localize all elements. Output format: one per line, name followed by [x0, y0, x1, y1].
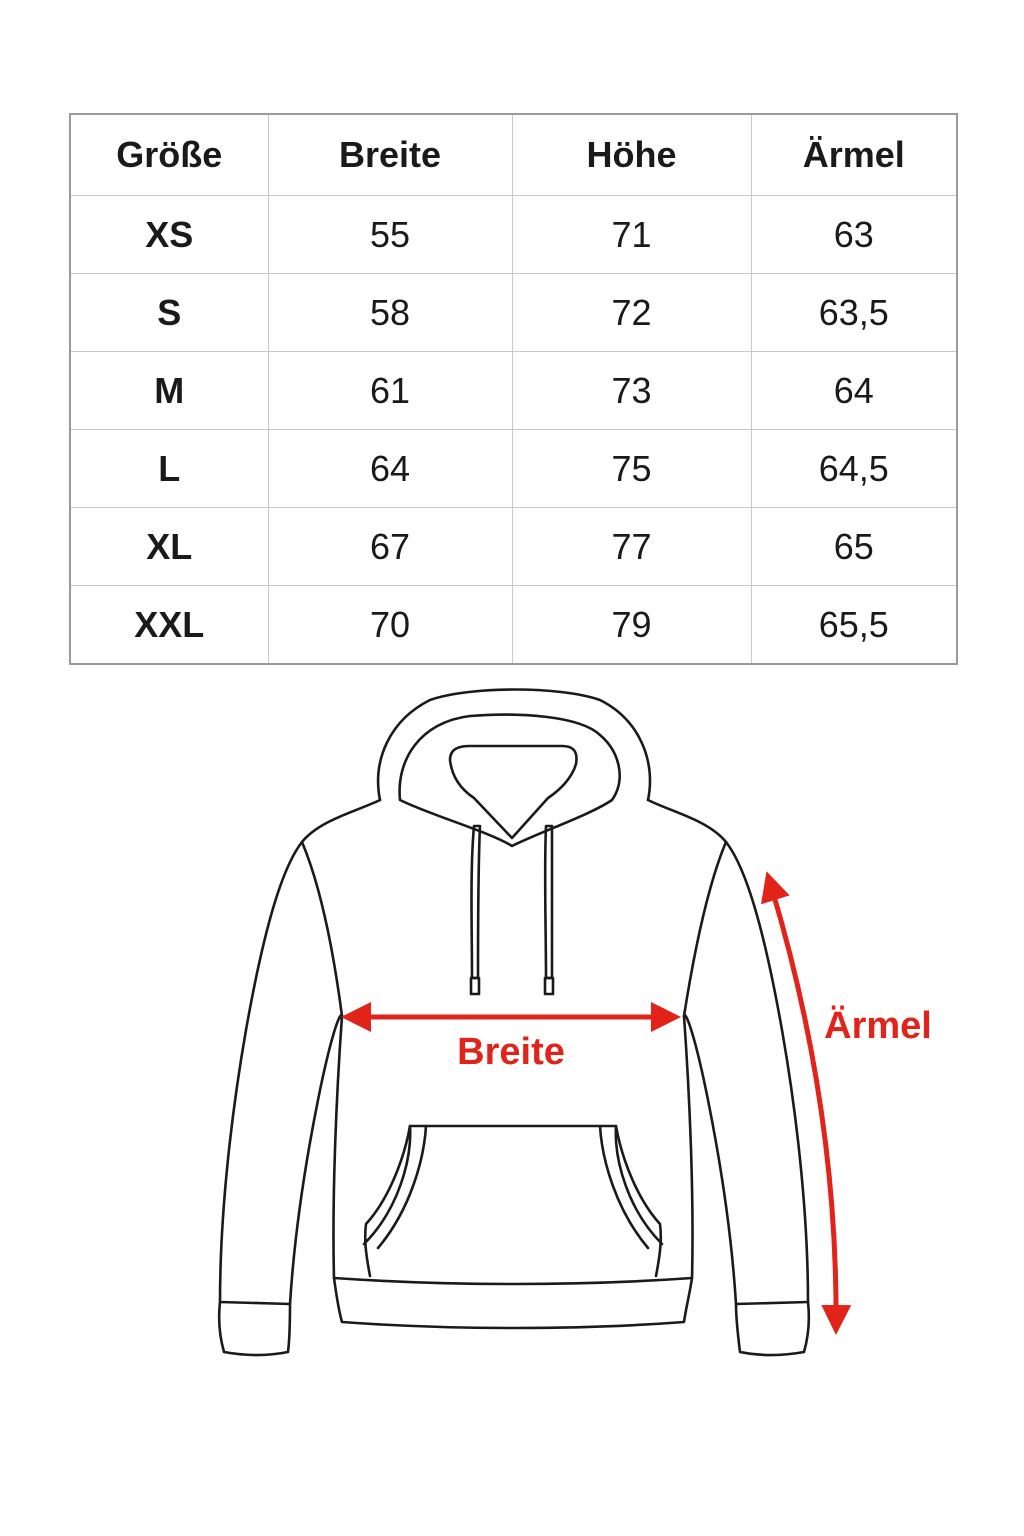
hoodie-diagram: [0, 680, 1024, 1380]
table-row: [70, 508, 957, 586]
shoulder-right: [648, 800, 726, 842]
height-cell: 72: [512, 274, 751, 352]
table-row: [70, 430, 957, 508]
size-cell: S: [70, 274, 268, 352]
shoulder-left: [302, 800, 380, 842]
sleeve-measure-label: Ärmel: [824, 1005, 932, 1047]
height-cell: 73: [512, 352, 751, 430]
right-sleeve-seam: [684, 842, 726, 1016]
size-chart-table: [69, 113, 958, 665]
drawstring-left: [472, 826, 481, 978]
header-height: Höhe: [512, 114, 751, 196]
width-cell: 55: [268, 196, 512, 274]
pocket-edge-right: [616, 1126, 662, 1244]
hood-inner: [400, 715, 620, 846]
right-sleeve: [684, 842, 808, 1304]
width-cell: 70: [268, 586, 512, 665]
sleeve-cell: 63,5: [751, 274, 957, 352]
table-row: [70, 274, 957, 352]
drawstring-left-tip: [471, 978, 479, 994]
width-cell: 61: [268, 352, 512, 430]
height-cell: 77: [512, 508, 751, 586]
pocket-inner-right: [600, 1126, 648, 1248]
right-cuff: [736, 1302, 809, 1355]
neck-opening: [450, 746, 576, 838]
hoodie-outline: [219, 690, 809, 1356]
height-cell: 75: [512, 430, 751, 508]
drawstring-right-tip: [545, 978, 553, 994]
sleeve-cell: 63: [751, 196, 957, 274]
sleeve-cell: 64,5: [751, 430, 957, 508]
width-measure-label: Breite: [457, 1031, 565, 1073]
left-cuff: [219, 1302, 290, 1355]
header-sleeve: Ärmel: [751, 114, 957, 196]
table-row: [70, 586, 957, 665]
sleeve-cell: 65: [751, 508, 957, 586]
size-cell: XXL: [70, 586, 268, 665]
width-cell: 64: [268, 430, 512, 508]
table-row: [70, 352, 957, 430]
sleeve-cell: 65,5: [751, 586, 957, 665]
table-header-row: [70, 114, 957, 196]
header-width: Breite: [268, 114, 512, 196]
drawstrings: [471, 826, 553, 994]
size-cell: XS: [70, 196, 268, 274]
size-cell: XL: [70, 508, 268, 586]
size-cell: L: [70, 430, 268, 508]
pocket-inner-left: [378, 1126, 426, 1248]
size-cell: M: [70, 352, 268, 430]
table-row: [70, 196, 957, 274]
drawstring-right: [545, 826, 552, 978]
height-cell: 71: [512, 196, 751, 274]
left-sleeve-seam: [302, 842, 342, 1016]
width-cell: 58: [268, 274, 512, 352]
sleeve-cell: 64: [751, 352, 957, 430]
body-right-side: [684, 1016, 693, 1278]
body-left-side: [333, 1016, 342, 1278]
height-cell: 79: [512, 586, 751, 665]
waistband: [334, 1278, 692, 1328]
header-size: Größe: [70, 114, 268, 196]
pocket-edge-left: [364, 1126, 410, 1244]
width-cell: 67: [268, 508, 512, 586]
sleeve-measure-arrow: [768, 876, 836, 1330]
